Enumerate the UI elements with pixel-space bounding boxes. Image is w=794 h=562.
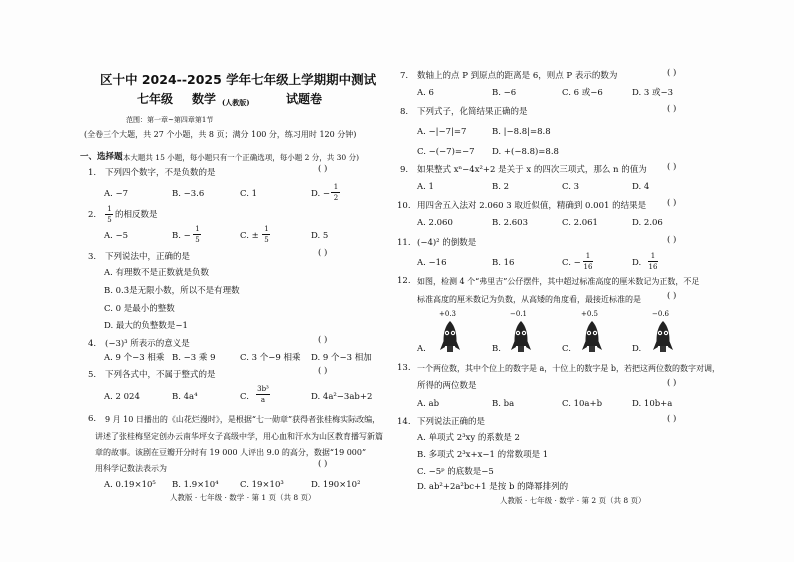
q1-option-d: D. −	[311, 189, 331, 199]
q7-number: 7.	[400, 71, 409, 81]
q2-b-numerator: 1	[195, 225, 200, 233]
q4-option-c: C. 3 个−9 相乘	[240, 353, 301, 363]
q5-option-b: B. 4a⁴	[172, 392, 198, 402]
q6-option-b: B. 1.9×10⁴	[172, 480, 219, 490]
q7-option-b: B. −6	[492, 88, 517, 98]
q2-number: 2.	[88, 210, 97, 220]
q1-option-b: B. −3.6	[172, 189, 205, 199]
q4-answer-blank[interactable]: ( )	[318, 335, 328, 345]
q2-c-numerator: 1	[264, 225, 269, 233]
q3-option-b: B. 0.3̇是无限小数，所以不是有理数	[104, 286, 240, 296]
rocket-b-figure	[510, 320, 532, 354]
rocket-d-figure	[652, 320, 674, 354]
q6-line-3: 章的故事。该剧在豆瓣开分时有 19 000 人评出 9.0 的高分，数据“19 000”	[95, 448, 367, 457]
q9-option-b: B. 2	[492, 182, 510, 192]
q1-number: 1.	[88, 168, 97, 178]
q5-option-c: C.	[240, 392, 249, 402]
subject-label: 数学	[192, 92, 217, 106]
q1-text: 下列四个数字，不是负数的是	[105, 168, 216, 178]
q11-answer-blank[interactable]: ( )	[667, 235, 677, 245]
q4-option-b: B. −3 乘 9	[172, 353, 216, 363]
q13-option-c: C. 10a+b	[562, 399, 603, 409]
q3-option-d: D. 最大的负整数是−1	[104, 321, 188, 331]
q7-text: 数轴上的点 P 到原点的距离是 6，则点 P 表示的数为	[417, 71, 618, 81]
q14-option-d: D. ab²+2a²bc+1 是按 b 的降幂排列的	[417, 482, 569, 492]
q13-option-b: B. ba	[492, 399, 515, 409]
q5-c-denominator: a	[260, 396, 266, 404]
q4-text: (−3)³ 所表示的意义是	[105, 339, 190, 349]
q11-text: (−4)² 的倒数是	[417, 238, 477, 248]
rocket-a-figure	[439, 320, 461, 354]
q14-option-a: A. 单项式 2³xy 的系数是 2	[417, 433, 520, 443]
q9-option-a: A. 1	[417, 182, 434, 192]
q14-option-c: C. −5ᵖ 的底数是−5	[417, 467, 494, 477]
q12-option-b: B.	[492, 344, 501, 354]
q10-answer-blank[interactable]: ( )	[667, 198, 677, 208]
q11-option-b: B. 16	[492, 258, 515, 268]
q13-line-1: 一个两位数，其中个位上的数字是 a，十位上的数字是 b，若把这两位数的数字对调，	[417, 364, 720, 373]
q6-option-a: A. 0.19×10⁵	[104, 480, 156, 490]
exam-title: 区十中 2024--2025 学年七年级上学期期中测试	[100, 72, 377, 87]
q11-c-numerator: 1	[585, 252, 591, 260]
q5-number: 5.	[88, 370, 97, 380]
q6-number: 6.	[88, 414, 97, 424]
q11-option-d: D.	[632, 258, 642, 268]
q14-number: 14.	[397, 417, 411, 427]
q5-option-d: D. 4a²−3ab+2	[311, 392, 373, 402]
q6-option-c: C. 19×10³	[240, 480, 284, 490]
q13-answer-blank[interactable]: ( )	[667, 378, 677, 388]
q3-option-a: A. 有理数不是正数就是负数	[104, 268, 210, 278]
q13-option-d: D. 10b+a	[632, 399, 673, 409]
q4-option-d: D. 9 个−3 相加	[311, 353, 372, 363]
q11-c-denominator: 16	[583, 263, 593, 271]
q8-number: 8.	[400, 107, 409, 117]
q7-option-a: A. 6	[417, 88, 434, 98]
q12-line-1: 如图，检测 4 个“弗里吉”公仔摆件，其中超过标准高度的厘米数记为正数，不足	[417, 277, 700, 286]
q10-option-d: D. 2.06	[632, 218, 663, 228]
q9-answer-blank[interactable]: ( )	[667, 162, 677, 172]
q6-line-4: 用科学记数法表示为	[95, 464, 167, 473]
rocket-c-figure	[581, 320, 603, 354]
q10-option-c: C. 2.061	[562, 218, 598, 228]
q6-line-2: 讲述了张桂梅坚定创办云南华坪女子高级中学，用心血和汗水为山区教育播写新篇	[95, 432, 383, 441]
q1-option-a: A. −7	[104, 189, 129, 199]
q1-d-denominator: 2	[333, 194, 339, 202]
q12-number: 12.	[397, 276, 411, 286]
q8-answer-blank[interactable]: ( )	[667, 104, 677, 114]
q9-option-d: D. 4	[632, 182, 650, 192]
grade-label: 七年级	[137, 92, 174, 106]
q1-answer-blank[interactable]: ( )	[318, 164, 328, 174]
rocket-c-label: +0.5	[581, 310, 598, 318]
q10-option-a: A. 2.060	[417, 218, 453, 228]
q8-option-d: D. +(−8.8)=8.8	[492, 147, 559, 157]
q11-option-c: C. −	[562, 258, 581, 268]
q5-c-numerator: 3b³	[257, 385, 269, 393]
q6-option-d: D. 190×10²	[311, 480, 361, 490]
scope-text: 范围：第一章~第四章第1节	[126, 116, 214, 124]
q2-stem-denominator: 5	[107, 216, 112, 224]
rocket-a-label: +0.3	[439, 310, 456, 318]
q10-number: 10.	[397, 201, 411, 211]
q3-text: 下列说法中，正确的是	[105, 252, 191, 262]
q12-line-2: 标准高度的厘米数记为负数，从高矮的角度看，最接近标准的是	[417, 295, 641, 304]
q4-option-a: A. 9 个−3 相乘	[104, 353, 165, 363]
q12-option-c: C.	[562, 344, 571, 354]
q13-option-a: A. ab	[417, 399, 440, 409]
q2-option-b: B. −	[172, 231, 191, 241]
paper-label: 试题卷	[286, 92, 323, 106]
section1-desc: (本大题共 15 小题，每小题只有一个正确选项，每小题 2 分，共 30 分)	[120, 153, 360, 162]
q12-answer-blank[interactable]: ( )	[667, 291, 677, 301]
q1-option-c: C. 1	[240, 189, 258, 199]
q14-text: 下列说法正确的是	[417, 417, 486, 427]
q13-number: 13.	[397, 363, 411, 373]
q7-answer-blank[interactable]: ( )	[667, 68, 677, 78]
q3-option-c: C. 0 是最小的整数	[104, 304, 175, 314]
q9-text: 如果整式 xⁿ−4x²+2 是关于 x 的四次三项式，那么 n 的值为	[417, 165, 647, 175]
q14-option-b: B. 多项式 2³x+x−1 的常数项是 1	[417, 450, 549, 460]
page-2-footer: 人教版 · 七年级 · 数学 · 第 2 页（共 8 页）	[500, 496, 646, 505]
q13-line-2: 所得的两位数是	[417, 381, 477, 391]
q11-option-a: A. −16	[417, 258, 447, 268]
edition-label: (人教版)	[222, 98, 250, 107]
q6-answer-blank[interactable]: ( )	[318, 459, 328, 469]
q12-option-a: A.	[417, 344, 426, 354]
page-1-footer: 人教版 · 七年级 · 数学 · 第 1 页（共 8 页）	[170, 493, 316, 502]
q3-number: 3.	[88, 252, 97, 262]
q8-option-c: C. −(−7)=−7	[417, 147, 475, 157]
q2-option-d: D. 5	[311, 231, 329, 241]
q14-answer-blank[interactable]: ( )	[667, 414, 677, 424]
q5-answer-blank[interactable]: ( )	[318, 366, 328, 376]
q7-option-d: D. 3 或−3	[632, 88, 674, 98]
q4-number: 4.	[88, 339, 97, 349]
section1-heading: 一、选择题	[80, 152, 123, 162]
q11-d-numerator: 1	[650, 252, 656, 260]
exam-info: (全卷三个大题，共 27 个小题，共 8 页；满分 100 分，练习用时 120 分钟)	[84, 130, 357, 139]
q2-option-a: A. −5	[104, 231, 129, 241]
q8-option-b: B. |−8.8|=8.8	[492, 127, 551, 137]
q11-number: 11.	[397, 238, 411, 248]
q1-d-numerator: 1	[333, 183, 339, 191]
q5-text: 下列各式中，不属于整式的是	[105, 370, 216, 380]
rocket-b-label: −0.1	[510, 310, 527, 318]
q5-option-a: A. 2 024	[104, 392, 140, 402]
q2-stem-numerator: 1	[107, 205, 112, 213]
q2-c-denominator: 5	[264, 236, 269, 244]
q8-option-a: A. −|−7|=7	[417, 127, 467, 137]
q10-text: 用四舍五入法对 2.060 3 取近似值，精确到 0.001 的结果是	[417, 201, 647, 211]
q3-answer-blank[interactable]: ( )	[318, 248, 328, 258]
q9-number: 9.	[400, 165, 409, 175]
q9-option-c: C. 3	[562, 182, 580, 192]
q2-b-denominator: 5	[195, 236, 200, 244]
q6-line-1: 9 月 10 日播出的《山花烂漫时》，是根据“七一勋章”获得者张桂梅实际改编，	[105, 415, 381, 424]
q2-option-c: C. ±	[240, 231, 259, 241]
q2-text: 的相反数是	[115, 210, 158, 220]
rocket-d-label: −0.6	[652, 310, 669, 318]
q11-d-denominator: 16	[648, 263, 658, 271]
q10-option-b: B. 2.603	[492, 218, 528, 228]
q8-text: 下列式子，化简结果正确的是	[417, 107, 528, 117]
q7-option-c: C. 6 或−6	[562, 88, 603, 98]
q12-option-d: D.	[632, 344, 642, 354]
